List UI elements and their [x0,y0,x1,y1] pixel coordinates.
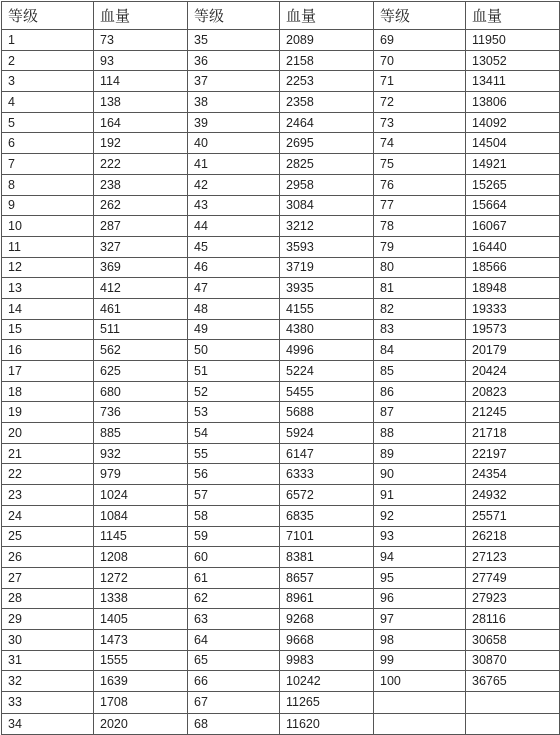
cell-hp-2: 3212 [280,216,374,237]
header-hp-3: 血量 [466,2,560,30]
cell-hp-2: 2253 [280,71,374,92]
cell-hp-3: 11950 [466,30,560,51]
cell-hp-2: 3719 [280,257,374,278]
cell-level-1: 13 [2,278,94,299]
cell-hp-1: 1338 [94,588,188,609]
cell-hp-1: 222 [94,154,188,175]
cell-level-2: 48 [188,298,280,319]
cell-hp-2: 10242 [280,671,374,692]
cell-level-1: 34 [2,713,94,735]
cell-hp-2: 5455 [280,381,374,402]
cell-hp-3: 36765 [466,671,560,692]
cell-hp-3: 30870 [466,650,560,671]
cell-hp-3: 15265 [466,174,560,195]
cell-hp-1: 138 [94,92,188,113]
cell-level-1: 25 [2,526,94,547]
cell-level-2: 43 [188,195,280,216]
cell-hp-1: 192 [94,133,188,154]
table-row [2,547,560,568]
cell-hp-1: 238 [94,174,188,195]
cell-hp-1: 932 [94,443,188,464]
cell-hp-3: 20179 [466,340,560,361]
cell-level-3 [374,692,466,714]
cell-level-1: 18 [2,381,94,402]
cell-hp-2: 5224 [280,361,374,382]
cell-level-3: 94 [374,547,466,568]
cell-level-3: 87 [374,402,466,423]
cell-hp-3: 24932 [466,485,560,506]
cell-level-3: 83 [374,319,466,340]
cell-hp-3: 28116 [466,609,560,630]
cell-level-2: 47 [188,278,280,299]
cell-hp-1: 1555 [94,650,188,671]
cell-hp-2: 11620 [280,713,374,735]
cell-hp-3: 14092 [466,112,560,133]
table-row [2,692,560,714]
cell-hp-3: 13411 [466,71,560,92]
cell-level-3: 91 [374,485,466,506]
cell-hp-2: 2695 [280,133,374,154]
table-row [2,505,560,526]
cell-hp-3: 13806 [466,92,560,113]
table-row [2,174,560,195]
cell-hp-3: 18566 [466,257,560,278]
cell-hp-1: 327 [94,236,188,257]
cell-hp-2: 6835 [280,505,374,526]
table-row [2,443,560,464]
cell-hp-1: 979 [94,464,188,485]
table-row [2,381,560,402]
cell-level-2: 66 [188,671,280,692]
cell-hp-2: 9983 [280,650,374,671]
cell-hp-3: 27749 [466,567,560,588]
cell-level-1: 26 [2,547,94,568]
cell-hp-2: 2089 [280,30,374,51]
cell-level-2: 42 [188,174,280,195]
cell-level-3: 77 [374,195,466,216]
cell-level-2: 44 [188,216,280,237]
table-row [2,650,560,671]
table-row [2,298,560,319]
cell-hp-2: 4380 [280,319,374,340]
cell-level-3: 82 [374,298,466,319]
table-row [2,713,560,735]
cell-level-3: 79 [374,236,466,257]
cell-level-2: 36 [188,50,280,71]
cell-level-2: 39 [188,112,280,133]
cell-hp-2: 7101 [280,526,374,547]
table-body [2,30,560,735]
cell-hp-1: 1208 [94,547,188,568]
cell-level-3: 84 [374,340,466,361]
table-row [2,133,560,154]
cell-level-3: 92 [374,505,466,526]
cell-level-1: 9 [2,195,94,216]
cell-hp-2: 8381 [280,547,374,568]
cell-hp-1: 1145 [94,526,188,547]
cell-hp-1: 736 [94,402,188,423]
cell-hp-3: 16067 [466,216,560,237]
cell-hp-1: 1272 [94,567,188,588]
table-row [2,402,560,423]
cell-hp-1: 93 [94,50,188,71]
cell-level-3: 73 [374,112,466,133]
cell-level-2: 67 [188,692,280,714]
cell-hp-1: 73 [94,30,188,51]
cell-level-2: 52 [188,381,280,402]
cell-hp-2: 6147 [280,443,374,464]
cell-level-1: 2 [2,50,94,71]
cell-level-1: 6 [2,133,94,154]
cell-hp-2: 5688 [280,402,374,423]
cell-level-1: 21 [2,443,94,464]
cell-hp-2: 2958 [280,174,374,195]
cell-hp-1: 680 [94,381,188,402]
header-level-2: 等级 [188,2,280,30]
header-level-1: 等级 [2,2,94,30]
cell-hp-1: 1084 [94,505,188,526]
cell-hp-3: 27123 [466,547,560,568]
cell-level-3: 72 [374,92,466,113]
cell-hp-1: 287 [94,216,188,237]
cell-level-1: 11 [2,236,94,257]
cell-hp-3: 18948 [466,278,560,299]
cell-level-1: 17 [2,361,94,382]
cell-level-1: 3 [2,71,94,92]
cell-hp-2: 8657 [280,567,374,588]
cell-hp-1: 1473 [94,629,188,650]
cell-level-1: 22 [2,464,94,485]
table-row [2,361,560,382]
cell-level-1: 23 [2,485,94,506]
cell-level-3: 98 [374,629,466,650]
cell-level-1: 7 [2,154,94,175]
cell-hp-3: 30658 [466,629,560,650]
table-row [2,464,560,485]
cell-hp-1: 885 [94,423,188,444]
cell-hp-2: 6572 [280,485,374,506]
cell-hp-1: 1708 [94,692,188,714]
table-row [2,30,560,51]
cell-hp-2: 9268 [280,609,374,630]
cell-hp-1: 562 [94,340,188,361]
cell-level-2: 68 [188,713,280,735]
cell-level-1: 20 [2,423,94,444]
cell-level-3: 85 [374,361,466,382]
cell-level-3 [374,713,466,735]
cell-level-3: 71 [374,71,466,92]
header-hp-2: 血量 [280,2,374,30]
cell-level-3: 70 [374,50,466,71]
cell-level-3: 93 [374,526,466,547]
cell-level-2: 50 [188,340,280,361]
cell-hp-3: 15664 [466,195,560,216]
cell-level-2: 62 [188,588,280,609]
cell-hp-3: 13052 [466,50,560,71]
level-hp-table [1,1,560,735]
cell-hp-3: 27923 [466,588,560,609]
cell-hp-3: 19333 [466,298,560,319]
table-row [2,278,560,299]
cell-level-2: 51 [188,361,280,382]
cell-level-2: 65 [188,650,280,671]
cell-level-1: 28 [2,588,94,609]
cell-hp-3: 21718 [466,423,560,444]
cell-level-2: 55 [188,443,280,464]
cell-level-2: 59 [188,526,280,547]
cell-level-1: 32 [2,671,94,692]
cell-hp-2: 5924 [280,423,374,444]
header-hp-1: 血量 [94,2,188,30]
table-row [2,609,560,630]
table-row [2,257,560,278]
cell-hp-2: 4996 [280,340,374,361]
cell-hp-3: 20424 [466,361,560,382]
cell-hp-1: 262 [94,195,188,216]
table-header [2,2,560,30]
table-row [2,485,560,506]
cell-level-2: 45 [188,236,280,257]
cell-level-1: 27 [2,567,94,588]
cell-hp-3: 19573 [466,319,560,340]
cell-hp-2: 3935 [280,278,374,299]
cell-level-1: 29 [2,609,94,630]
cell-level-1: 8 [2,174,94,195]
cell-hp-1: 2020 [94,713,188,735]
cell-hp-3 [466,692,560,714]
cell-level-2: 60 [188,547,280,568]
cell-level-1: 24 [2,505,94,526]
cell-hp-3: 14504 [466,133,560,154]
cell-hp-1: 1024 [94,485,188,506]
table-row [2,526,560,547]
cell-hp-3: 20823 [466,381,560,402]
cell-hp-2: 2358 [280,92,374,113]
cell-hp-1: 114 [94,71,188,92]
cell-level-3: 88 [374,423,466,444]
cell-level-2: 61 [188,567,280,588]
cell-level-1: 14 [2,298,94,319]
cell-level-3: 74 [374,133,466,154]
cell-level-1: 1 [2,30,94,51]
cell-level-2: 64 [188,629,280,650]
cell-level-3: 78 [374,216,466,237]
cell-hp-3: 24354 [466,464,560,485]
cell-hp-1: 625 [94,361,188,382]
cell-level-1: 16 [2,340,94,361]
cell-hp-2: 3593 [280,236,374,257]
table-row [2,588,560,609]
cell-level-2: 46 [188,257,280,278]
cell-hp-1: 1405 [94,609,188,630]
cell-level-2: 40 [188,133,280,154]
cell-level-3: 69 [374,30,466,51]
cell-level-1: 19 [2,402,94,423]
cell-level-1: 33 [2,692,94,714]
cell-level-1: 10 [2,216,94,237]
cell-level-3: 99 [374,650,466,671]
cell-level-2: 54 [188,423,280,444]
cell-level-1: 12 [2,257,94,278]
cell-level-3: 75 [374,154,466,175]
cell-level-2: 56 [188,464,280,485]
table-row [2,112,560,133]
cell-hp-3: 16440 [466,236,560,257]
cell-level-2: 53 [188,402,280,423]
table-row [2,567,560,588]
cell-level-2: 41 [188,154,280,175]
table-row [2,629,560,650]
table-row [2,340,560,361]
cell-hp-3: 25571 [466,505,560,526]
cell-level-3: 89 [374,443,466,464]
table-row [2,319,560,340]
cell-hp-2: 8961 [280,588,374,609]
table-row [2,92,560,113]
cell-level-1: 15 [2,319,94,340]
cell-hp-1: 164 [94,112,188,133]
cell-level-2: 38 [188,92,280,113]
cell-hp-2: 9668 [280,629,374,650]
header-level-3: 等级 [374,2,466,30]
table-row [2,423,560,444]
cell-level-1: 30 [2,629,94,650]
cell-level-3: 96 [374,588,466,609]
cell-hp-1: 369 [94,257,188,278]
cell-level-3: 100 [374,671,466,692]
cell-level-3: 90 [374,464,466,485]
cell-hp-2: 6333 [280,464,374,485]
cell-hp-1: 511 [94,319,188,340]
table-row [2,50,560,71]
cell-hp-1: 412 [94,278,188,299]
cell-hp-3 [466,713,560,735]
table-row [2,71,560,92]
cell-level-3: 95 [374,567,466,588]
cell-hp-2: 2464 [280,112,374,133]
cell-level-2: 58 [188,505,280,526]
cell-level-3: 86 [374,381,466,402]
cell-hp-2: 2158 [280,50,374,71]
cell-hp-2: 3084 [280,195,374,216]
cell-level-3: 76 [374,174,466,195]
cell-level-1: 4 [2,92,94,113]
cell-level-2: 57 [188,485,280,506]
cell-level-3: 97 [374,609,466,630]
cell-level-2: 37 [188,71,280,92]
cell-hp-3: 26218 [466,526,560,547]
cell-hp-2: 2825 [280,154,374,175]
table-row [2,216,560,237]
table-row [2,154,560,175]
cell-level-3: 81 [374,278,466,299]
cell-level-2: 49 [188,319,280,340]
header-row [2,2,560,30]
cell-level-2: 63 [188,609,280,630]
cell-hp-3: 22197 [466,443,560,464]
cell-hp-3: 21245 [466,402,560,423]
cell-level-2: 35 [188,30,280,51]
cell-hp-3: 14921 [466,154,560,175]
table-row [2,236,560,257]
cell-hp-1: 1639 [94,671,188,692]
cell-level-1: 5 [2,112,94,133]
table-row [2,195,560,216]
cell-hp-1: 461 [94,298,188,319]
table-row [2,671,560,692]
cell-hp-2: 11265 [280,692,374,714]
cell-level-3: 80 [374,257,466,278]
cell-hp-2: 4155 [280,298,374,319]
cell-level-1: 31 [2,650,94,671]
